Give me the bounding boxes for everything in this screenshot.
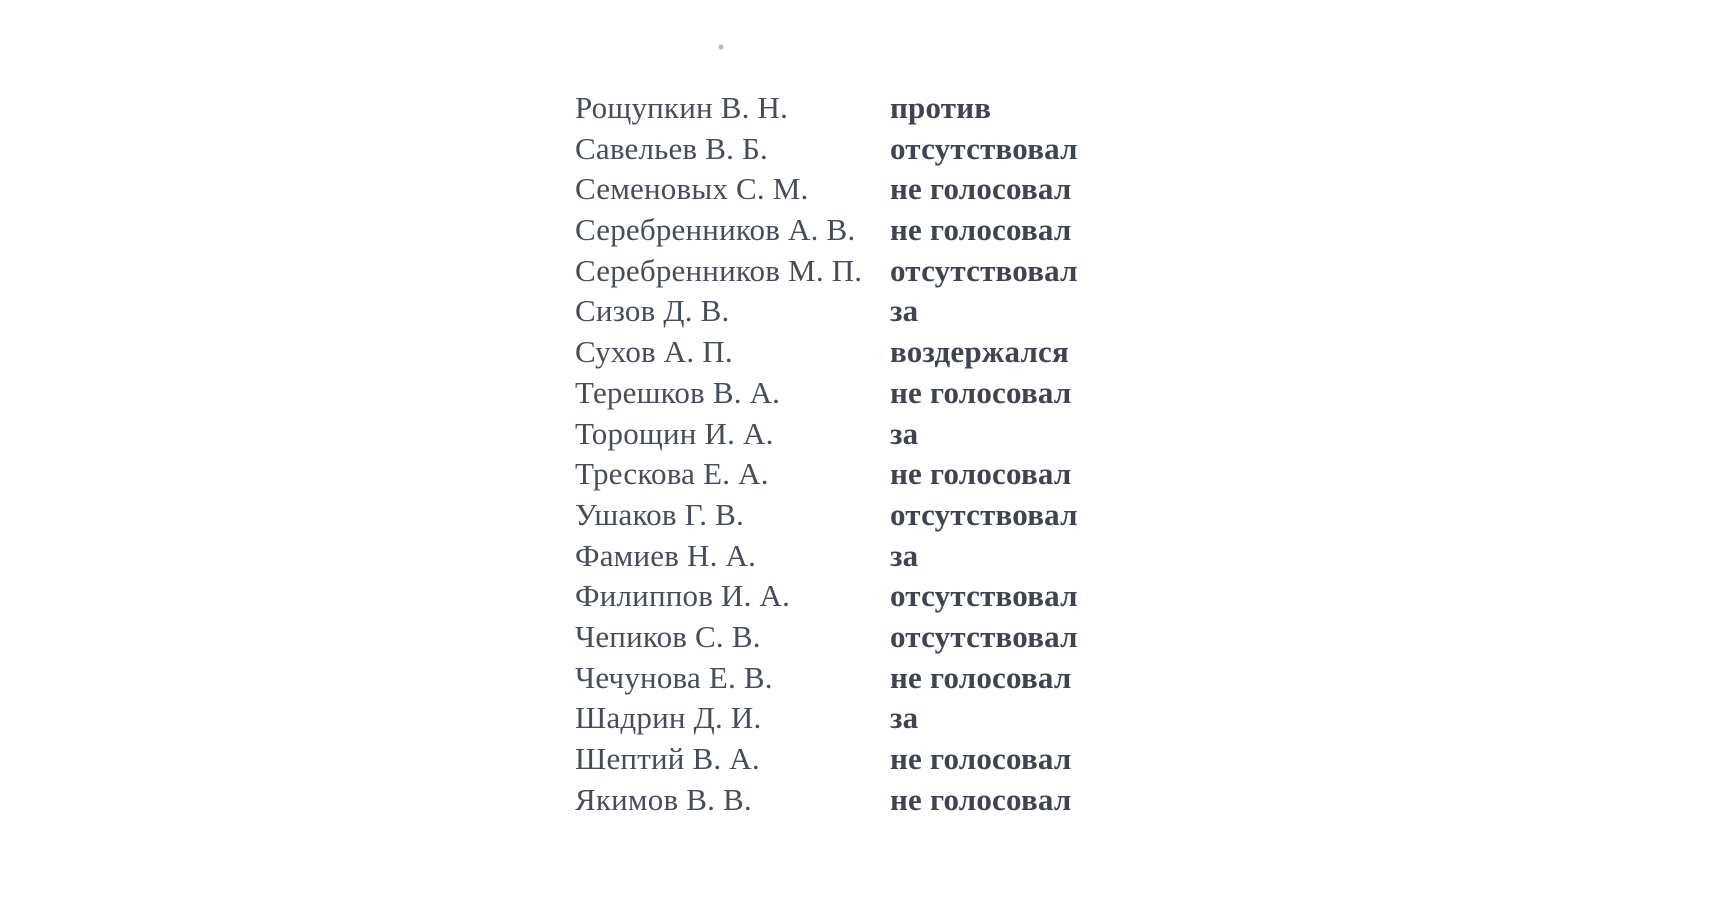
vote-value: против (890, 90, 992, 125)
vote-row (575, 698, 1078, 739)
vote-row (575, 495, 1078, 536)
deputy-name: Трескова Е. А. (575, 456, 769, 492)
vote-row (575, 169, 1078, 210)
vote-row (575, 658, 1078, 699)
deputy-name: Терешков В. А. (575, 374, 781, 410)
vote-row (575, 332, 1078, 373)
vote-value: за (890, 700, 919, 736)
vote-value: отсутствовал (890, 496, 1078, 532)
deputy-name: Сухов А. П. (575, 334, 733, 370)
deputy-name: Фамиев Н. А. (575, 537, 757, 573)
deputy-name: Семеновых С. М. (575, 171, 809, 207)
vote-value: за (890, 415, 919, 451)
vote-row (575, 617, 1078, 658)
vote-value: не голосовал (890, 659, 1072, 695)
deputy-name: Рощупкин В. Н. (575, 90, 789, 125)
deputy-name: Серебренников М. П. (575, 252, 863, 288)
deputy-name: Торощин И. А. (575, 415, 774, 451)
vote-row (575, 88, 1078, 129)
vote-value: не голосовал (890, 456, 1072, 492)
deputy-name: Чечунова Е. В. (575, 659, 773, 695)
deputy-name: Шептий В. А. (575, 741, 760, 776)
vote-list (575, 88, 1078, 820)
scan-artifact-dot (718, 44, 724, 50)
deputy-name: Шадрин Д. И. (575, 700, 762, 736)
deputy-name: Сизов Д. В. (575, 293, 730, 329)
vote-value: не голосовал (890, 212, 1072, 248)
vote-value: воздержался (890, 334, 1069, 370)
vote-row (575, 129, 1078, 170)
vote-value: не голосовал (890, 741, 1072, 776)
vote-value: отсутствовал (890, 618, 1078, 654)
vote-row (575, 373, 1078, 414)
deputy-name: Ушаков Г. В. (575, 496, 744, 532)
vote-row (575, 576, 1078, 617)
vote-value: за (890, 293, 919, 329)
vote-row (575, 739, 1078, 780)
vote-row (575, 414, 1078, 455)
vote-row (575, 536, 1078, 577)
deputy-name: Серебренников А. В. (575, 212, 856, 248)
deputy-name: Филиппов И. А. (575, 578, 791, 614)
vote-row (575, 251, 1078, 292)
vote-value: отсутствовал (890, 578, 1078, 614)
vote-row (575, 210, 1078, 251)
vote-value: отсутствовал (890, 130, 1078, 166)
vote-value: за (890, 537, 919, 573)
deputy-name: Чепиков С. В. (575, 618, 761, 654)
vote-row (575, 454, 1078, 495)
deputy-name: Якимов В. В. (575, 781, 752, 817)
deputy-name: Савельев В. Б. (575, 130, 768, 166)
vote-value: отсутствовал (890, 252, 1078, 288)
vote-value: не голосовал (890, 171, 1072, 207)
vote-row (575, 780, 1078, 821)
vote-value: не голосовал (890, 781, 1072, 817)
vote-row (575, 291, 1078, 332)
vote-value: не голосовал (890, 374, 1072, 410)
